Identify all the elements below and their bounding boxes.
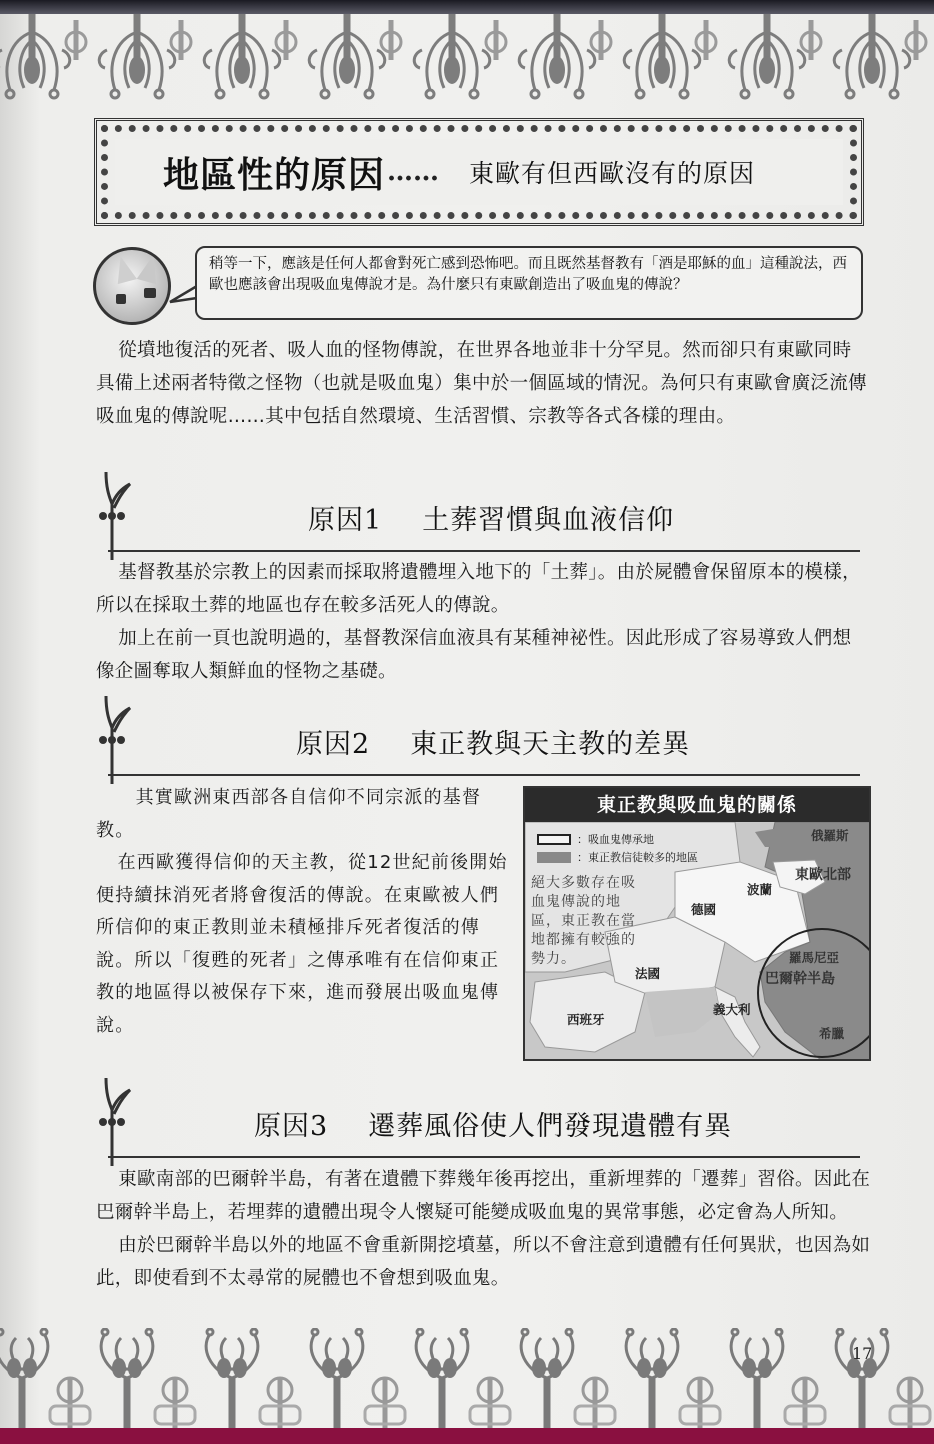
section-1-body (96, 556, 868, 688)
legend-swatch-grey (537, 852, 571, 863)
section-1-header (90, 470, 870, 560)
section-1-title: 原因1 土葬習慣與血液信仰 (308, 505, 675, 536)
map-label-balkan: 巴爾幹半島 (765, 971, 835, 987)
map-note: 絕大多數存在吸血鬼傳說的地區，東正教在當地都擁有較強的勢力。 (531, 875, 636, 967)
legend-swatch-white (537, 834, 571, 845)
title-ellipsis: …… (387, 157, 440, 187)
chapter-subtitle: 東歐有但西歐沒有的原因 (469, 159, 756, 188)
character-avatar (93, 247, 171, 325)
section-rule (108, 550, 860, 552)
map-label-northeast-europe: 東歐北部 (795, 867, 851, 883)
section-2-body (96, 782, 510, 1042)
speech-bubble (195, 246, 863, 320)
section-3-header (90, 1076, 870, 1166)
section-1-paragraph-1: 基督教基於宗教上的因素而採取將遺體埋入地下的「土葬」。由於屍體會保留原本的模樣，所以在採取土葬的地區也存在較多活死人的傳說。 (96, 562, 861, 616)
bottom-ornament-border (0, 1328, 934, 1428)
bottom-color-bar (0, 1428, 934, 1444)
section-3-paragraph-2: 由於巴爾幹半島以外的地區不會重新開挖墳墓，所以不會注意到遺體有任何異狀，也因為如此，即使看到不太尋常的屍體也不會想到吸血鬼。 (96, 1235, 871, 1289)
intro-text: 從墳地復活的死者、吸人血的怪物傳說，在世界各地並非十分罕見。然而卻只有東歐同時具備上述兩者特徵之怪物（也就是吸血鬼）集中於一個區域的情況。為何只有東歐會廣泛流傳吸血鬼的傳說呢……其中包括自然環境、生活習慣、宗教等各式各樣的理由。 (96, 340, 867, 427)
chapter-title: 地區性的原因 (163, 153, 386, 196)
map-label-poland: 波蘭 (747, 882, 773, 897)
legend-item-orthodox: ：東正教信徒較多的地區 (537, 848, 698, 866)
fleur-ornament-icon (92, 470, 132, 562)
map-label-spain: 西班牙 (567, 1012, 605, 1027)
section-2-paragraph-2: 在西歐獲得信仰的天主教，從12世紀前後開始便持續抹消死者將會復活的傳說。在東歐被人們所信仰的東正教則並未積極排斥死者復活的傳說。所以「復甦的死者」之傳承唯有在信仰東正教的地區得以被保存下來，進而發展出吸血鬼傳說。 (96, 852, 508, 1036)
orthodox-vampire-map (523, 786, 871, 1061)
section-3-paragraph-1: 東歐南部的巴爾幹半島，有著在遺體下葬幾年後再挖出，重新埋葬的「遷葬」習俗。因此在巴爾幹半島上，若埋葬的遺體出現令人懷疑可能變成吸血鬼的異常事態，必定會為人所知。 (96, 1169, 871, 1223)
fleur-ornament-icon (92, 694, 132, 786)
map-label-france: 法國 (635, 966, 661, 981)
speech-bubble-text: 稍等一下，應該是任何人都會對死亡感到恐怖吧。而且既然基督教有「酒是耶穌的血」這種說法，西歐也應該會出現吸血鬼傳說才是。為什麼只有東歐創造出了吸血鬼的傳說？ (209, 256, 847, 293)
map-label-greece: 希臘 (819, 1026, 845, 1041)
map-title: 東正教與吸血鬼的關係 (525, 788, 869, 822)
map-legend (537, 830, 698, 866)
intro-paragraph (96, 334, 868, 433)
map-label-germany: 德國 (691, 902, 717, 917)
speech-bubble-tail (168, 284, 198, 310)
section-1-paragraph-2: 加上在前一頁也說明過的，基督教深信血液具有某種神祕性。因此形成了容易導致人們想像企圖奪取人類鮮血的怪物之基礎。 (96, 628, 852, 682)
fleur-ornament-icon (92, 1076, 132, 1168)
legend-item-vampire-land: ：吸血鬼傳承地 (537, 830, 698, 848)
section-2-paragraph-1: 其實歐洲東西部各自信仰不同宗派的基督教。 (96, 787, 482, 841)
section-3-title: 原因3 遷葬風俗使人們發現遺體有異 (254, 1111, 733, 1142)
section-2-title: 原因2 東正教與天主教的差異 (296, 729, 691, 760)
page-number: 17 (852, 1344, 873, 1363)
map-label-romania: 羅馬尼亞 (789, 950, 840, 965)
map-label-italy: 義大利 (713, 1002, 751, 1017)
section-2-header (90, 694, 870, 784)
section-3-body (96, 1163, 872, 1295)
top-ornament-border (0, 10, 934, 105)
section-rule (108, 1156, 860, 1158)
chapter-title-frame (94, 118, 864, 226)
section-rule (108, 774, 860, 776)
map-label-russia: 俄羅斯 (811, 828, 849, 843)
